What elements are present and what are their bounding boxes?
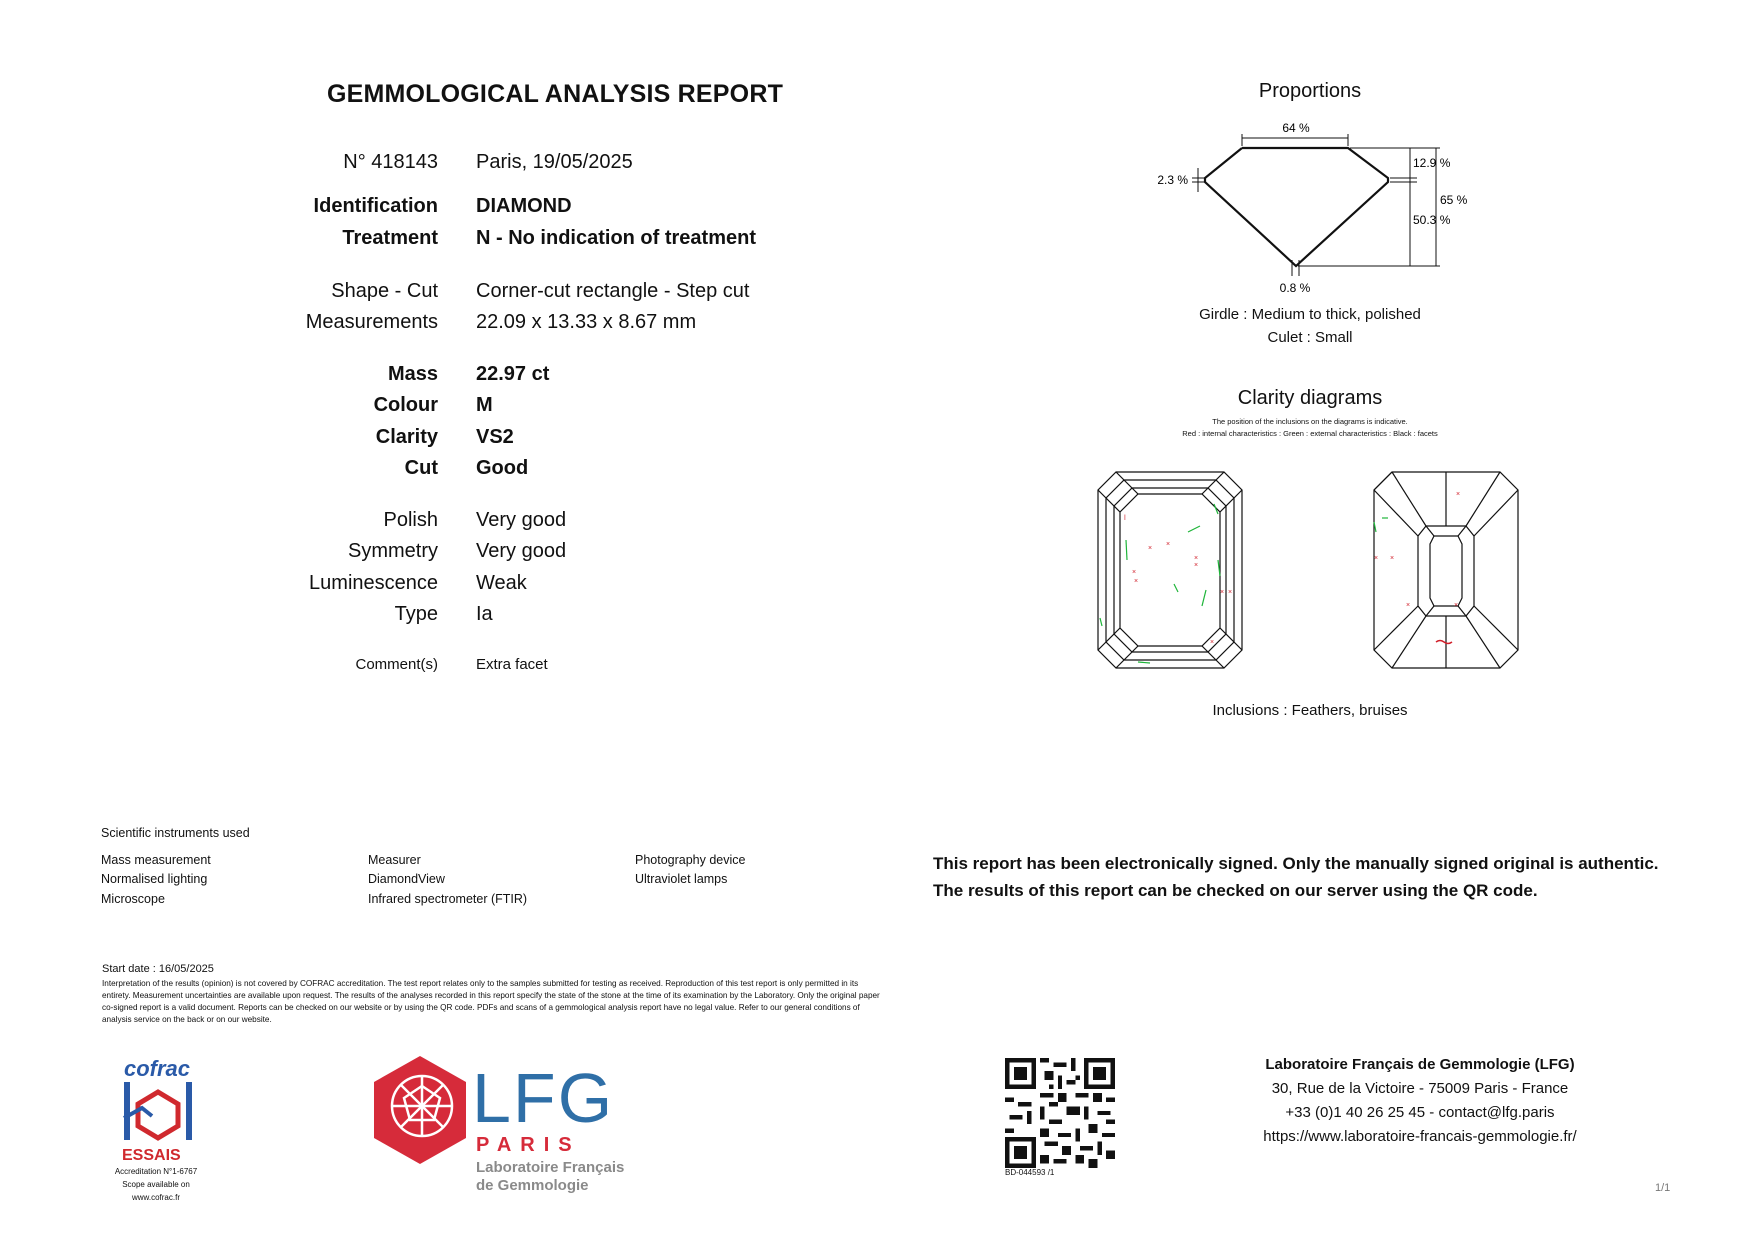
measurements-value: 22.09 x 13.33 x 8.67 mm xyxy=(476,311,697,333)
lfg-logo-text: LFG xyxy=(472,1059,615,1137)
mass-value: 22.97 ct xyxy=(476,363,550,385)
polish-value: Very good xyxy=(476,509,567,531)
inclusions-text: Inclusions : Feathers, bruises xyxy=(1212,702,1408,719)
symmetry-value: Very good xyxy=(476,540,567,562)
polish-label: Polish xyxy=(383,509,438,531)
cofrac-essais-text: ESSAIS xyxy=(122,1147,181,1164)
proportions-title: Proportions xyxy=(1258,80,1362,102)
clarity-diagrams-title: Clarity diagrams xyxy=(1237,387,1383,409)
svg-text:×: × xyxy=(1194,562,1199,569)
identification-label: Identification xyxy=(313,195,438,217)
svg-text:×: × xyxy=(1390,555,1395,562)
instrument-microscope: Microscope xyxy=(101,892,165,906)
instrument-mass: Mass measurement xyxy=(101,853,211,867)
svg-text:×: × xyxy=(1406,602,1411,609)
clarity-label: Clarity xyxy=(375,426,438,448)
cut-value: Good xyxy=(476,457,529,479)
mass-label: Mass xyxy=(387,363,438,385)
svg-text:×: × xyxy=(1228,589,1233,596)
instrument-ftir: Infrared spectrometer (FTIR) xyxy=(368,892,528,906)
svg-text:×: × xyxy=(1132,569,1137,576)
cofrac-logo-text: cofrac xyxy=(124,1056,191,1081)
signature-line-1: This report has been electronically signed. Only the manually signed original is authentic. xyxy=(933,854,1659,873)
svg-text:×: × xyxy=(1166,541,1171,548)
cut-label: Cut xyxy=(404,457,438,479)
svg-text:×: × xyxy=(1210,639,1215,646)
shape-cut-value: Corner-cut rectangle - Step cut xyxy=(476,280,750,302)
instrument-uv: Ultraviolet lamps xyxy=(635,872,728,886)
start-date: Start date : 16/05/2025 xyxy=(102,963,214,975)
instrument-measurer: Measurer xyxy=(368,853,421,867)
table-percent: 64 % xyxy=(1282,121,1310,135)
lab-contact: +33 (0)1 40 26 25 45 - contact@lfg.paris xyxy=(1285,1104,1555,1121)
cofrac-website: www.cofrac.fr xyxy=(131,1193,180,1202)
svg-text:×: × xyxy=(1456,491,1461,498)
instrument-lighting: Normalised lighting xyxy=(101,872,208,886)
clarity-value: VS2 xyxy=(476,426,514,448)
culet-text: Culet : Small xyxy=(1267,329,1353,346)
lab-address: 30, Rue de la Victoire - 75009 Paris - France xyxy=(1271,1080,1569,1097)
lfg-logo-sub-2: de Gemmologie xyxy=(476,1177,589,1194)
lfg-logo-sub-1: Laboratoire Français xyxy=(476,1159,625,1176)
crown-height-percent: 12.9 % xyxy=(1413,156,1451,170)
culet-percent: 0.8 % xyxy=(1279,281,1311,295)
identification-value: DIAMOND xyxy=(476,195,572,217)
svg-text:×: × xyxy=(1454,602,1459,609)
svg-text:×: × xyxy=(1220,589,1225,596)
page-number: 1/1 xyxy=(1655,1182,1671,1194)
clarity-crown-diagram xyxy=(1094,470,1246,672)
instruments-title: Scientific instruments used xyxy=(101,826,250,840)
svg-text:×: × xyxy=(1134,578,1139,585)
shape-cut-label: Shape - Cut xyxy=(331,280,438,302)
lfg-gem-icon xyxy=(370,1054,470,1166)
cofrac-logo xyxy=(118,1056,198,1166)
svg-text:×: × xyxy=(1374,555,1379,562)
pavilion-depth-percent: 50.3 % xyxy=(1413,213,1451,227)
report-date: Paris, 19/05/2025 xyxy=(476,151,633,173)
svg-text:×: × xyxy=(1194,555,1199,562)
total-depth-percent: 65 % xyxy=(1440,193,1468,207)
lab-website[interactable]: https://www.laboratoire-francais-gemmologie.fr/ xyxy=(1263,1128,1577,1145)
luminescence-value: Weak xyxy=(476,572,527,594)
clarity-note-2: Red : internal characteristics : Green : external characteristics : Black : facets xyxy=(1182,429,1438,438)
symmetry-label: Symmetry xyxy=(348,540,438,562)
svg-text:×: × xyxy=(1148,545,1153,552)
instrument-diamondview: DiamondView xyxy=(368,872,445,886)
colour-label: Colour xyxy=(373,394,438,416)
signature-line-2: The results of this report can be checked on our server using the QR code. xyxy=(933,881,1538,900)
comment-label: Comment(s) xyxy=(355,656,438,673)
treatment-label: Treatment xyxy=(342,227,438,249)
disclaimer-text: Interpretation of the results (opinion) is not covered by COFRAC accreditation. The test report relates only to the samples submitted for testing as received. Reproduction of this test report is only permitted in its entirety. Measurement uncertainties are available upon request. The results of the analyses recorded in this report specify the state of the stone at the time of its examination by the Laboratory. Only the original paper co-signed report is a valid document. Reports can be checked on our website or by using the QR code. PDFs and scans of a gemmological analysis report have no legal value. Refer to our general conditions of analysis service on the back or on our website. xyxy=(102,979,880,1024)
cofrac-scope: Scope available on xyxy=(122,1180,190,1189)
girdle-text: Girdle : Medium to thick, polished xyxy=(1199,306,1421,323)
proportions-diagram xyxy=(1130,120,1470,305)
lab-name: Laboratoire Français de Gemmologie (LFG) xyxy=(1265,1056,1575,1073)
luminescence-label: Luminescence xyxy=(309,572,438,594)
qr-code-id: BD-044593 /1 xyxy=(1005,1168,1055,1177)
clarity-note-1: The position of the inclusions on the diagrams is indicative. xyxy=(1212,417,1408,426)
treatment-value: N - No indication of treatment xyxy=(476,227,756,249)
colour-value: M xyxy=(476,394,493,416)
measurements-label: Measurements xyxy=(305,311,438,333)
type-label: Type xyxy=(394,603,438,625)
instrument-photography: Photography device xyxy=(635,853,746,867)
svg-text:ǀ: ǀ xyxy=(1124,515,1126,522)
qr-code[interactable] xyxy=(1005,1058,1115,1168)
report-title: GEMMOLOGICAL ANALYSIS REPORT xyxy=(326,80,784,108)
report-number: N° 418143 xyxy=(343,151,438,173)
girdle-percent: 2.3 % xyxy=(1157,173,1188,187)
type-value: Ia xyxy=(476,603,493,625)
lfg-logo-city: PARIS xyxy=(476,1134,581,1156)
cofrac-accreditation: Accreditation N°1-6767 xyxy=(114,1167,198,1176)
clarity-pavilion-diagram xyxy=(1370,470,1522,672)
comment-value: Extra facet xyxy=(476,656,548,673)
